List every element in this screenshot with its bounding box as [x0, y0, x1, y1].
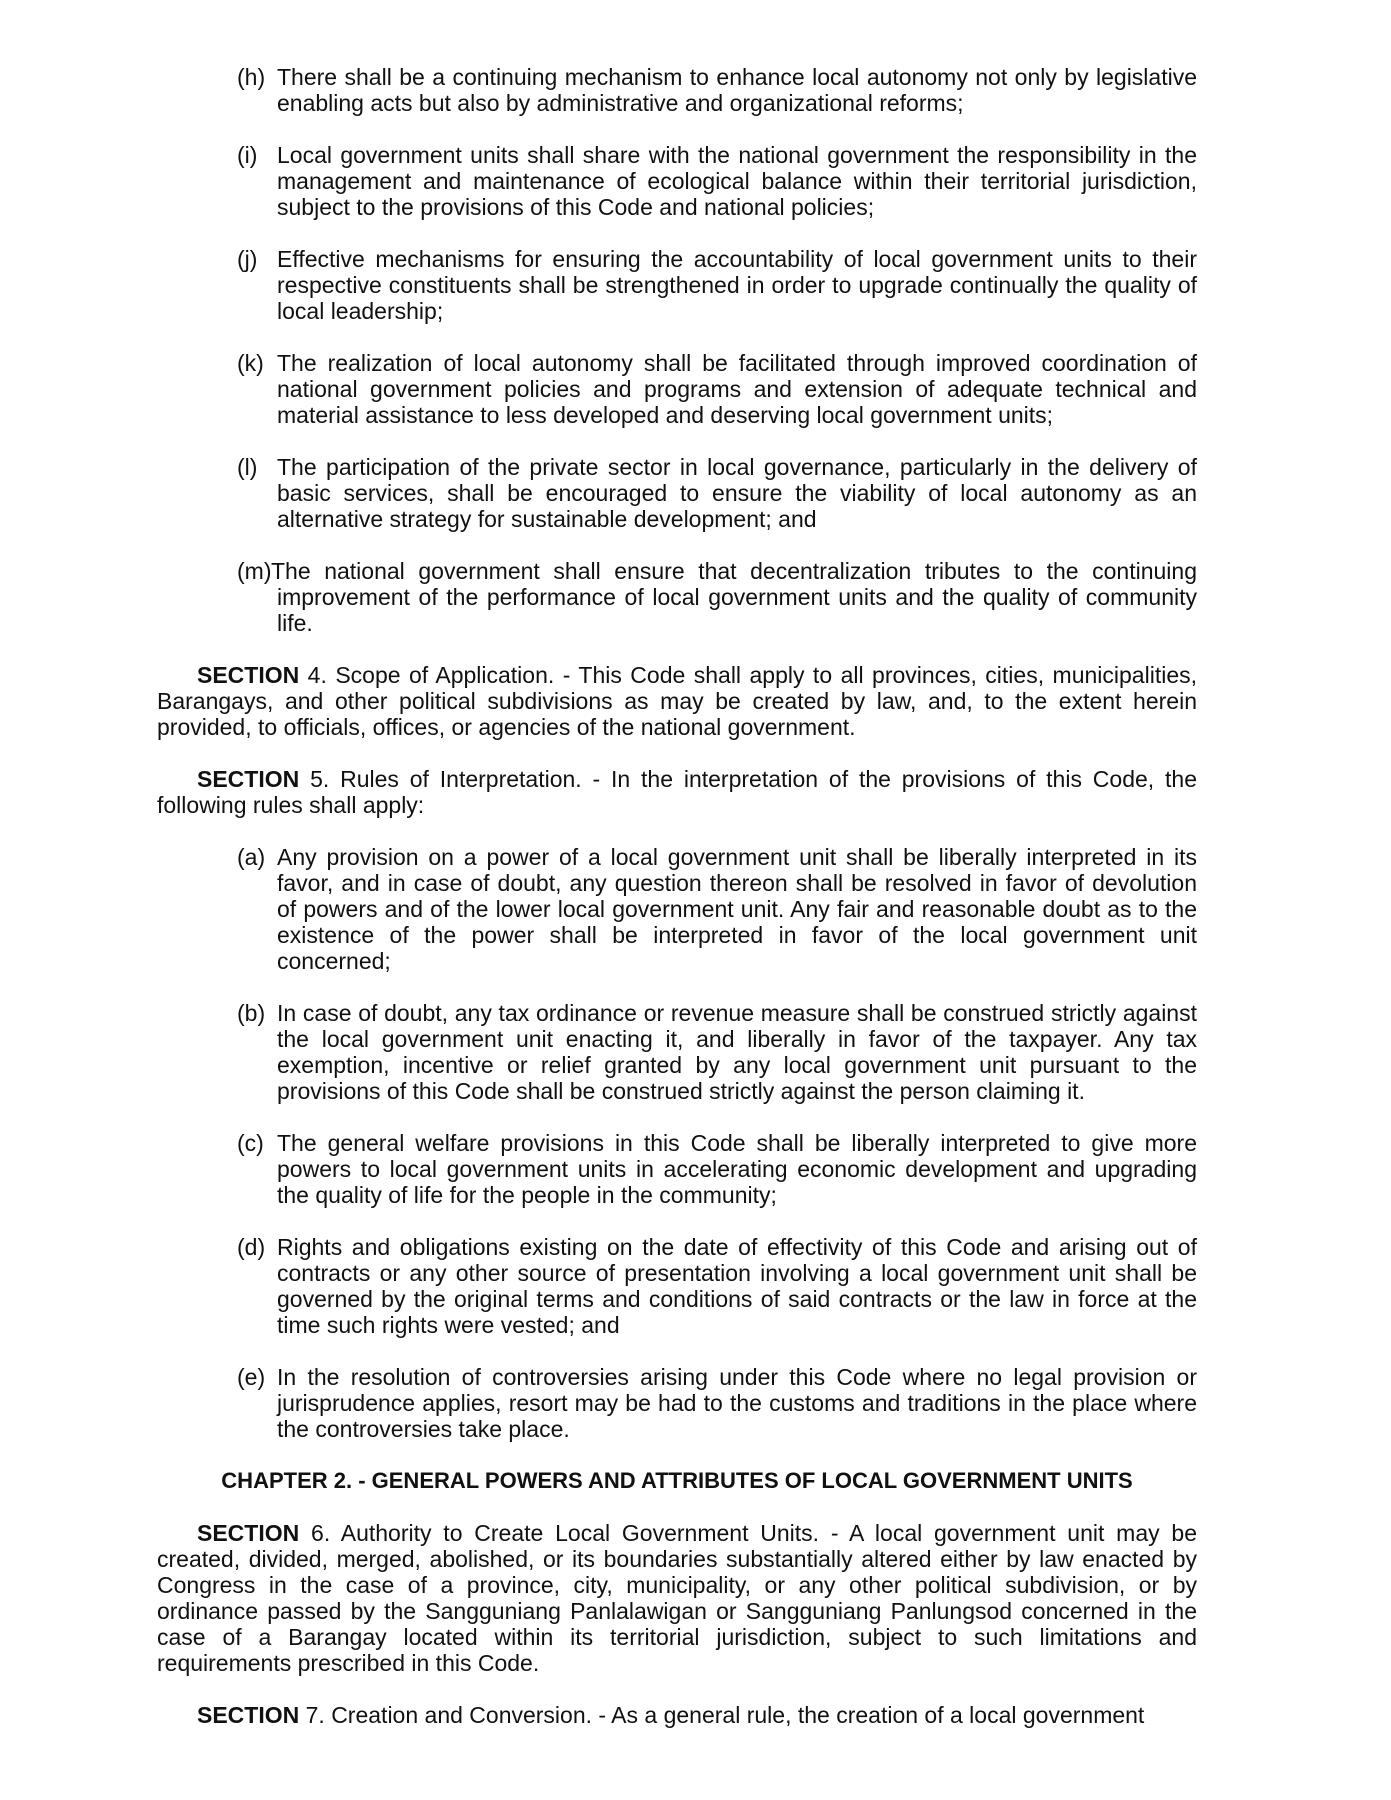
list-item-label: (h) — [237, 64, 266, 90]
list-item-text: There shall be a continuing mechanism to enhance local autonomy not only by legislative enabling acts but also by administrative and organizational reforms; — [277, 64, 1197, 116]
section-6 — [157, 1520, 1197, 1676]
list-item-b — [197, 1000, 1197, 1104]
list-item-label: (e) — [237, 1364, 266, 1390]
list-item-a — [197, 844, 1197, 974]
list-item-label: (a) — [237, 844, 266, 870]
list-item-text: The national government shall ensure that decentralization tributes to the continuing improvement of the performance of local government units and the quality of community life. — [271, 558, 1197, 636]
section-4 — [157, 662, 1197, 740]
list-item-text: The realization of local autonomy shall be facilitated through improved coordination of national government policies and programs and extension of adequate technical and material assistance to less developed and deserving local government units; — [277, 350, 1197, 428]
list-item-text: Any provision on a power of a local government unit shall be liberally interpreted in its favor, and in case of doubt, any question thereon shall be resolved in favor of devolution of powers and of the lower local government unit. Any fair and reasonable doubt as to the existence of the power shall be interpreted in favor of the local government unit concerned; — [277, 844, 1197, 974]
list-item-c — [197, 1130, 1197, 1208]
section-text: 7. Creation and Conversion. - As a general rule, the creation of a local government — [299, 1702, 1145, 1728]
section-heading: SECTION — [197, 1702, 300, 1728]
list-item-label: (l) — [237, 454, 258, 480]
list-item-label: (b) — [237, 1000, 266, 1026]
list-item-text: In case of doubt, any tax ordinance or revenue measure shall be construed strictly against the local government unit enacting it, and liberally in favor of the taxpayer. Any tax exemption, incentive or relief granted by any local government unit pursuant to the provisions of this Code shall be construed strictly against the person claiming it. — [277, 1000, 1197, 1104]
list-item-text: The participation of the private sector in local governance, particularly in the delivery of basic services, shall be encouraged to ensure the viability of local autonomy as an alternative strategy for sustainable development; and — [277, 454, 1197, 532]
section-text: 6. Authority to Create Local Government Units. - A local government unit may be created, divided, merged, abolished, or its boundaries substantially altered either by law enacted by Congress in the case of a province, city, municipality, or any other political subdivision, or by ordinance passed by the Sangguniang Panlalawigan or Sangguniang Panlungsod concerned in the case of a Barangay located within its territorial jurisdiction, subject to such limitations and requirements prescribed in this Code. — [157, 1520, 1197, 1676]
list-item-i — [197, 142, 1197, 220]
document-content — [157, 64, 1197, 1754]
list-item-text: Rights and obligations existing on the date of effectivity of this Code and arising out of contracts or any other source of presentation involving a local government unit shall be governed by the original terms and conditions of said contracts or the law in force at the time such rights were vested; and — [277, 1234, 1197, 1338]
section-heading: SECTION — [197, 766, 300, 792]
section-5 — [157, 766, 1197, 818]
list-item-label: (c) — [237, 1130, 264, 1156]
list-item-text: Effective mechanisms for ensuring the accountability of local government units to their respective constituents shall be strengthened in order to upgrade continually the quality of local leadership; — [277, 246, 1197, 324]
list-item-label: (d) — [237, 1234, 266, 1260]
list-item-label: (i) — [237, 142, 258, 168]
list-item-label: (j) — [237, 246, 258, 272]
list-item-text: Local government units shall share with the national government the responsibility in the management and maintenance of ecological balance within their territorial jurisdiction, subject to the provisions of this Code and national policies; — [277, 142, 1197, 220]
section-text: 5. Rules of Interpretation. - In the interpretation of the provisions of this Code, the following rules shall apply: — [157, 766, 1197, 818]
chapter-heading: CHAPTER 2. - GENERAL POWERS AND ATTRIBUTES OF LOCAL GOVERNMENT UNITS — [221, 1468, 1133, 1493]
list-item-e — [197, 1364, 1197, 1442]
list-item-l — [197, 454, 1197, 532]
section-heading: SECTION — [197, 1520, 300, 1546]
list-item-label: (k) — [237, 350, 264, 376]
section-heading: SECTION — [197, 662, 300, 688]
list-item-h — [197, 64, 1197, 116]
section-7 — [157, 1702, 1197, 1728]
list-item-label: (m) — [237, 558, 272, 584]
list-item-d — [197, 1234, 1197, 1338]
list-item-text: In the resolution of controversies arising under this Code where no legal provision or jurisprudence applies, resort may be had to the customs and traditions in the place where the controversies take place. — [277, 1364, 1197, 1442]
section-text: 4. Scope of Application. - This Code shall apply to all provinces, cities, municipalities, Barangays, and other political subdivisions as may be created by law, and, to the extent herein provided, to officials, offices, or agencies of the national government. — [157, 662, 1197, 740]
list-item-text: The general welfare provisions in this Code shall be liberally interpreted to give more powers to local government units in accelerating economic development and upgrading the quality of life for the people in the community; — [277, 1130, 1197, 1208]
list-item-k — [197, 350, 1197, 428]
list-item-m — [197, 558, 1197, 636]
list-item-j — [197, 246, 1197, 324]
